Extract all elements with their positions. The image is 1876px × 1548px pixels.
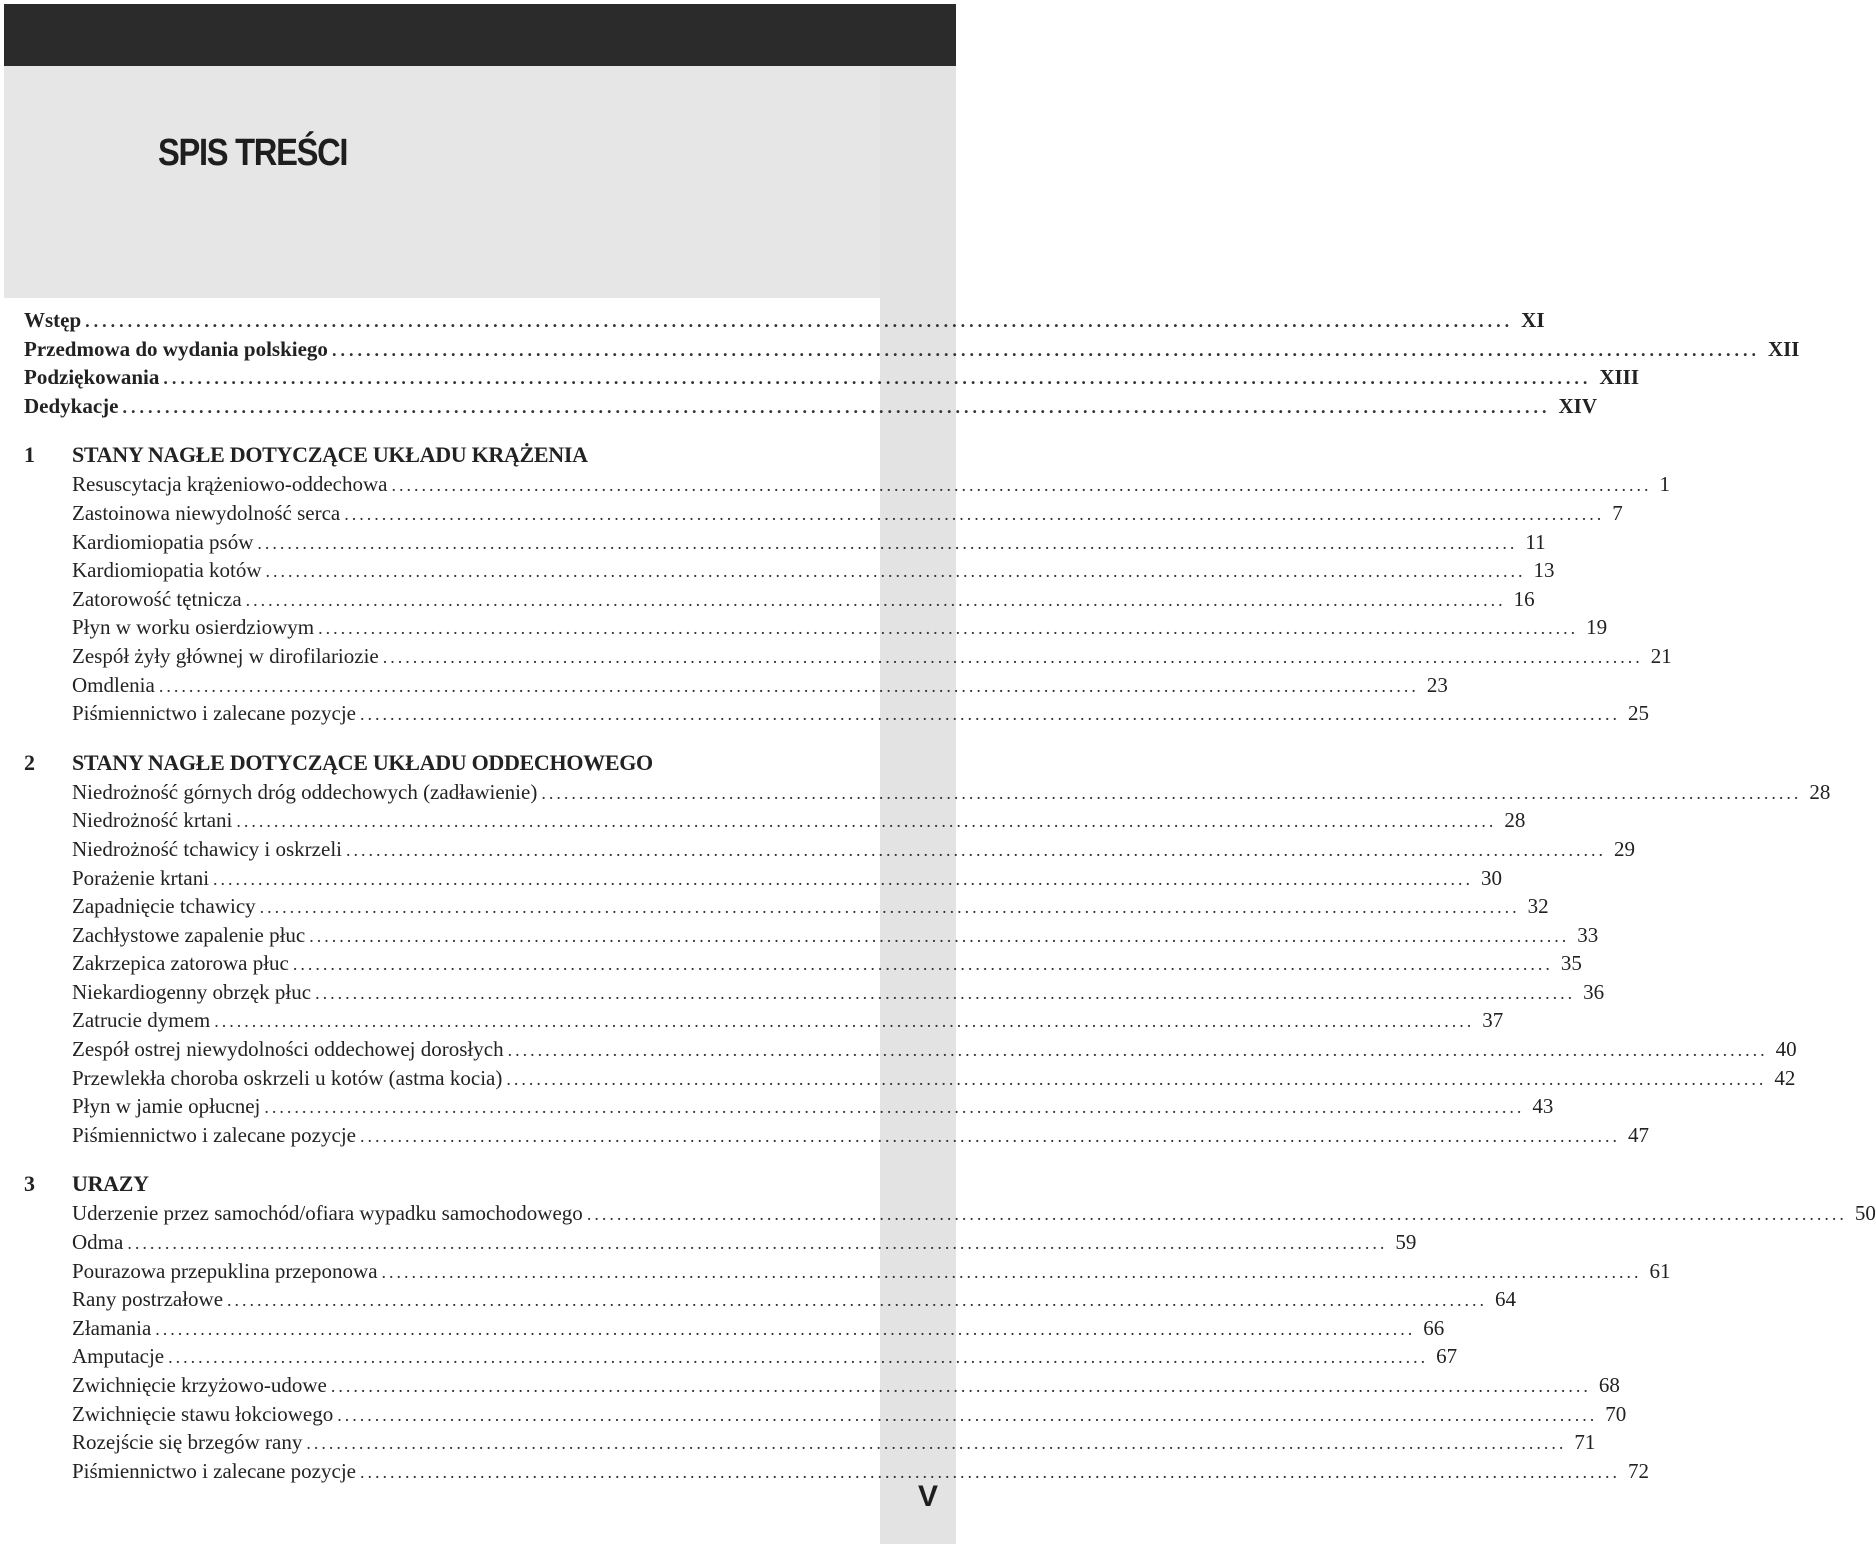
dot-leader: ........................................................................................................................................................................ — [155, 1318, 1416, 1339]
toc-entry[interactable] — [24, 1064, 1796, 1093]
dot-leader: ........................................................................................................................................................................ — [315, 982, 1576, 1003]
chapter-number: 1 — [24, 442, 35, 468]
dot-leader: ........................................................................................................................................................................ — [391, 475, 1652, 496]
toc-entry[interactable] — [24, 556, 1555, 585]
toc-entry[interactable] — [24, 585, 1535, 614]
toc-entry-page: 21 — [1650, 643, 1672, 668]
toc-entry-page: 40 — [1775, 1037, 1797, 1062]
toc-entry-page: 13 — [1533, 558, 1555, 583]
dot-leader: ........................................................................................................................................................................ — [346, 839, 1606, 860]
toc-entry[interactable] — [24, 1257, 1671, 1286]
toc-entry-page: 70 — [1605, 1401, 1627, 1426]
toc-entry-page: XIV — [1558, 393, 1597, 418]
toc-entry[interactable] — [24, 1199, 1876, 1228]
toc-entry-page: 23 — [1426, 672, 1448, 697]
dot-leader: ........................................................................................................................................................................ — [507, 1040, 1768, 1061]
toc-entry-page: XIII — [1599, 365, 1640, 390]
toc-entry-page: 16 — [1513, 586, 1535, 611]
dot-leader: ........................................................................................................................................................................ — [265, 561, 1526, 582]
dot-leader: ........................................................................................................................................................................ — [213, 868, 1474, 889]
toc-entry-page: 37 — [1482, 1008, 1504, 1033]
dot-leader: ........................................................................................................................................................................ — [381, 1261, 1642, 1282]
toc-entry[interactable] — [24, 699, 1649, 728]
toc-entry-title: Rozejście się brzegów rany — [72, 1430, 303, 1455]
toc-entry[interactable] — [24, 1314, 1445, 1343]
toc-entry[interactable] — [24, 613, 1608, 642]
toc-entry-page: 36 — [1583, 979, 1605, 1004]
dot-leader: ........................................................................................................................................................................ — [359, 1461, 1620, 1482]
toc-entry[interactable] — [24, 1092, 1554, 1121]
dot-leader: ........................................................................................................................................................................ — [586, 1204, 1847, 1225]
page-number: V — [917, 1480, 938, 1513]
toc-entry-page: 66 — [1423, 1315, 1445, 1340]
dot-leader: ........................................................................................................................................................................ — [331, 339, 1760, 360]
dot-leader: ........................................................................................................................................................................ — [168, 1347, 1429, 1368]
toc-entry[interactable] — [24, 864, 1503, 893]
toc-entry-page: 1 — [1659, 472, 1670, 497]
toc-entry[interactable] — [24, 978, 1605, 1007]
dot-leader: ........................................................................................................................................................................ — [359, 704, 1620, 725]
toc-entry-page: 50 — [1854, 1201, 1876, 1226]
dot-leader: ........................................................................................................................................................................ — [330, 1376, 1591, 1396]
chapter-number: 2 — [24, 749, 35, 775]
toc-entry-page: 19 — [1586, 615, 1608, 640]
toc-entry-title: Uderzenie przez samochód/ofiara wypadku samochodowego — [72, 1201, 583, 1226]
toc-entry-page: 64 — [1495, 1287, 1517, 1312]
toc-entry-page: 68 — [1598, 1373, 1620, 1397]
toc-entry-page: 72 — [1627, 1458, 1649, 1483]
toc-entry[interactable] — [24, 671, 1448, 700]
toc-entry[interactable] — [24, 806, 1526, 835]
dot-leader: ........................................................................................................................................................................ — [382, 646, 1643, 667]
toc-entry[interactable] — [24, 528, 1546, 557]
chapter-title: STANY NAGŁE DOTYCZĄCE UKŁADU ODDECHOWEGO — [72, 749, 653, 775]
toc-entry-page: 28 — [1809, 779, 1831, 804]
chapter-heading — [24, 1169, 860, 1199]
toc-entry-page: 11 — [1525, 529, 1546, 554]
toc-entry-title: Zespół ostrej niewydolności oddechowej dorosłych — [72, 1037, 504, 1062]
toc-entry-page: 47 — [1627, 1122, 1649, 1147]
toc-entry-title: Piśmiennictwo i zalecane pozycje — [72, 1458, 356, 1483]
front-matter-entry[interactable] — [24, 335, 1800, 364]
page-title: SPIS TREŚCI — [158, 132, 348, 174]
dot-leader: ........................................................................................................................................................................ — [236, 811, 1497, 832]
toc-entry[interactable] — [24, 470, 1670, 499]
top-dark-bar — [4, 4, 956, 66]
toc-entry-title: Dedykacje — [24, 393, 119, 418]
toc-entry[interactable] — [24, 1428, 1596, 1457]
dot-leader: ........................................................................................................................................................................ — [214, 1011, 1475, 1032]
toc-entry-title: Odma — [72, 1230, 124, 1255]
toc-entry-page: 43 — [1532, 1094, 1554, 1119]
dot-leader: ........................................................................................................................................................................ — [359, 1125, 1620, 1146]
toc-entry[interactable] — [24, 1400, 1627, 1429]
toc-entry-page: 29 — [1614, 836, 1635, 861]
toc-entry-title: Zastoinowa niewydolność serca — [72, 500, 341, 525]
toc-entry-page: 25 — [1627, 701, 1649, 726]
dot-leader: ........................................................................................................................................................................ — [344, 503, 1605, 524]
toc-entry[interactable] — [24, 1035, 1797, 1064]
toc-entry-title: Porażenie krtani — [72, 865, 210, 890]
toc-entry[interactable] — [24, 642, 1672, 671]
toc-entry-title: Zwichnięcie stawu łokciowego — [72, 1401, 334, 1426]
toc-entry-title: Niekardiogenny obrzęk płuc — [72, 979, 312, 1004]
dot-leader: ........................................................................................................................................................................ — [257, 532, 1518, 553]
front-matter-entry[interactable] — [24, 392, 1597, 421]
toc-entry[interactable] — [24, 778, 1831, 807]
toc-entry[interactable] — [24, 921, 1599, 950]
dot-leader: ........................................................................................................................................................................ — [122, 396, 1551, 417]
toc-entry-title: Wstęp — [24, 308, 82, 332]
toc-entry[interactable] — [24, 1342, 1458, 1371]
toc-entry[interactable] — [24, 1457, 1649, 1486]
toc-entry-title: Omdlenia — [72, 672, 155, 697]
toc-entry-title: Niedrożność krtani — [72, 808, 233, 833]
toc-entry-page: 30 — [1481, 865, 1503, 890]
dot-leader: ........................................................................................................................................................................ — [227, 1290, 1488, 1311]
chapter-heading — [24, 748, 860, 778]
dot-leader: ........................................................................................................................................................................ — [318, 618, 1579, 639]
chapter-heading — [24, 440, 860, 470]
toc-entry-title: Zakrzepica zatorowa płuc — [72, 951, 289, 976]
toc-entry-page: 35 — [1560, 951, 1582, 976]
front-matter-entry[interactable] — [24, 363, 1640, 392]
dot-leader: ........................................................................................................................................................................ — [506, 1068, 1767, 1089]
toc-entry[interactable] — [24, 1228, 1417, 1257]
toc-entry[interactable] — [24, 949, 1582, 978]
toc-entry-title: Zatorowość tętnicza — [72, 586, 242, 611]
toc-entry-title: Niedrożność tchawicy i oskrzeli — [72, 836, 342, 861]
table-of-contents — [24, 306, 1876, 1485]
toc-entry-title: Złamania — [72, 1315, 152, 1340]
toc-entry[interactable] — [24, 892, 1549, 921]
chapter-title: STANY NAGŁE DOTYCZĄCE UKŁADU KRĄŻENIA — [72, 442, 588, 468]
toc-entry-page: 32 — [1527, 894, 1549, 919]
toc-entry-title: Zwichnięcie krzyżowo-udowe — [72, 1373, 327, 1397]
toc-entry[interactable] — [24, 835, 1635, 864]
dot-leader: ........................................................................................................................................................................ — [541, 782, 1802, 803]
toc-entry-page: 28 — [1504, 808, 1526, 833]
toc-entry-title: Płyn w jamie opłucnej — [72, 1094, 261, 1119]
dot-leader: ........................................................................................................................................................................ — [264, 1097, 1525, 1118]
toc-entry[interactable] — [24, 1006, 1504, 1035]
toc-entry-title: Amputacje — [72, 1344, 165, 1369]
toc-entry-page: 42 — [1774, 1065, 1796, 1090]
toc-entry-title: Zespół żyły głównej w dirofilariozie — [72, 643, 379, 668]
dot-leader: ........................................................................................................................................................................ — [292, 954, 1553, 975]
dot-leader: ........................................................................................................................................................................ — [259, 897, 1520, 918]
toc-entry-title: Piśmiennictwo i zalecane pozycje — [72, 701, 356, 726]
toc-entry-title: Zapadnięcie tchawicy — [72, 894, 256, 919]
toc-entry-title: Zatrucie dymem — [72, 1008, 211, 1033]
dot-leader: ........................................................................................................................................................................ — [127, 1233, 1388, 1254]
toc-entry-page: XII — [1767, 336, 1800, 361]
dot-leader: ........................................................................................................................................................................ — [158, 675, 1419, 696]
toc-entry[interactable] — [24, 1371, 1620, 1400]
toc-entry-title: Kardiomiopatia kotów — [72, 558, 262, 583]
toc-entry-page: 33 — [1577, 922, 1599, 947]
toc-entry-page: 71 — [1574, 1430, 1596, 1455]
toc-entry-title: Płyn w worku osierdziowym — [72, 615, 315, 640]
toc-entry-title: Podziękowania — [24, 365, 160, 390]
header-band — [4, 66, 880, 298]
toc-entry-title: Przedmowa do wydania polskiego — [24, 336, 328, 361]
toc-entry-title: Piśmiennictwo i zalecane pozycje — [72, 1122, 356, 1147]
dot-leader: ........................................................................................................................................................................ — [309, 925, 1570, 946]
dot-leader: ........................................................................................................................................................................ — [245, 589, 1506, 610]
toc-entry-title: Niedrożność górnych dróg oddechowych (zadławienie) — [72, 779, 538, 804]
dot-leader: ........................................................................................................................................................................ — [85, 311, 1514, 331]
toc-entry[interactable] — [24, 1285, 1517, 1314]
toc-entry-page: 59 — [1395, 1230, 1417, 1255]
toc-entry-page: XI — [1521, 308, 1545, 332]
dot-leader: ........................................................................................................................................................................ — [163, 368, 1592, 389]
toc-entry-page: 61 — [1649, 1258, 1671, 1283]
toc-entry-title: Zachłystowe zapalenie płuc — [72, 922, 306, 947]
chapter-title: URAZY — [72, 1171, 149, 1197]
dot-leader: ........................................................................................................................................................................ — [337, 1404, 1598, 1425]
toc-entry-page: 7 — [1612, 500, 1623, 525]
toc-entry[interactable] — [24, 499, 1623, 528]
toc-entry-title: Resuscytacja krążeniowo-oddechowa — [72, 472, 388, 497]
front-matter-entry[interactable] — [24, 306, 1545, 335]
toc-entry-page: 67 — [1436, 1344, 1458, 1369]
toc-entry-title: Rany postrzałowe — [72, 1287, 224, 1312]
toc-entry-title: Pourazowa przepuklina przeponowa — [72, 1258, 378, 1283]
chapter-number: 3 — [24, 1171, 35, 1197]
toc-entry[interactable] — [24, 1121, 1649, 1150]
toc-entry-title: Kardiomiopatia psów — [72, 529, 254, 554]
toc-entry-title: Przewlekła choroba oskrzeli u kotów (astma kocia) — [72, 1065, 503, 1090]
dot-leader: ........................................................................................................................................................................ — [306, 1433, 1567, 1454]
